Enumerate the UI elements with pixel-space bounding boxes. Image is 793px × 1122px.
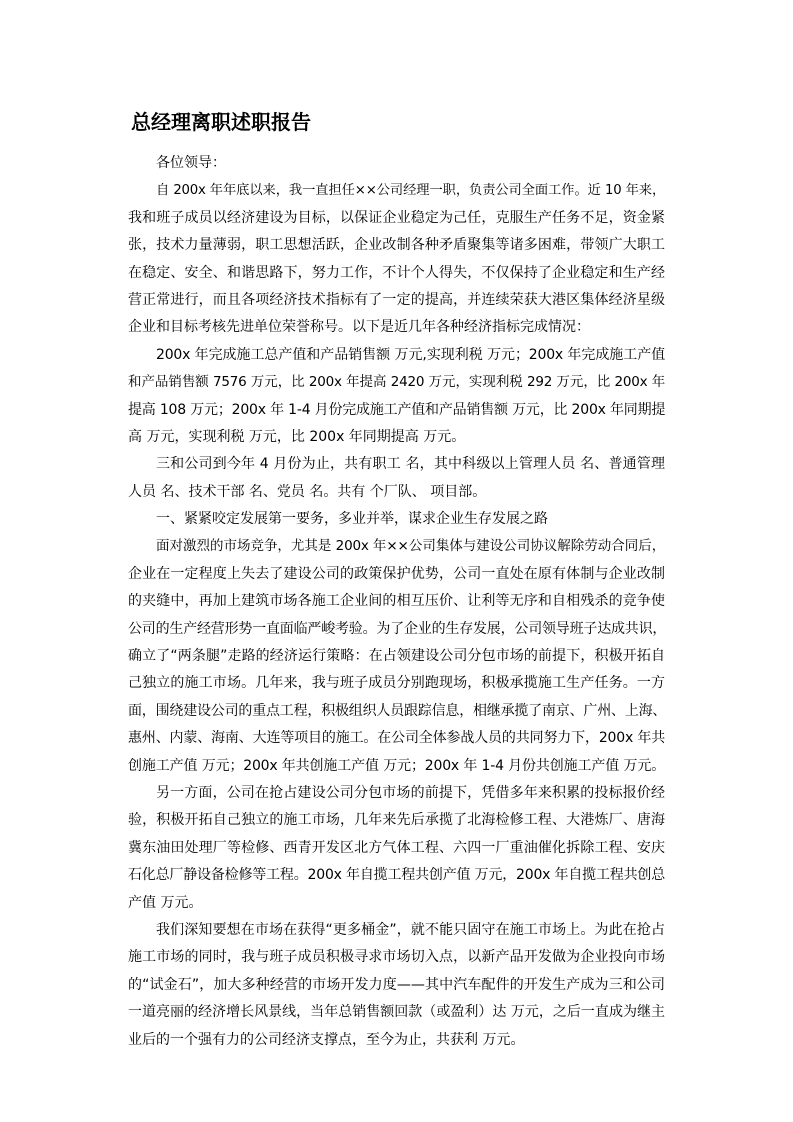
body-line: 200x 年完成施工总产值和产品销售额 万元,实现利税 万元；200x 年完成施工产值 xyxy=(156,346,665,363)
body-line: 惠州、内蒙、海南、大连等项目的施工。在公司全体参战人员的共同努力下，200x 年共 xyxy=(128,730,665,747)
body-line: 面，围绕建设公司的重点工程，积极组织人员跟踪信息，相继承揽了南京、广州、上海、 xyxy=(128,702,667,719)
body-line: 一、紧紧咬定发展第一要务，多业并举，谋求企业生存发展之路 xyxy=(156,511,548,528)
body-line: 张，技术力量薄弱，职工思想活跃，企业改制各种矛盾聚集等诸多困难，带领广大职工 xyxy=(128,237,665,254)
body-line: 的夹缝中，再加上建筑市场各施工企业间的相互压价、让利等无序和自相残杀的竞争使 xyxy=(128,593,665,610)
body-line: 我们深知要想在市场在获得“更多桶金”，就不能只固守在施工市场上。为此在抢占 xyxy=(156,921,665,938)
body-line: 确立了“两条腿”走路的经济运行策略：在占领建设公司分包市场的前提下，积极开拓自 xyxy=(128,648,665,665)
body-line: 人员 名、技术干部 名、党员 名。共有 个厂队、 项目部。 xyxy=(128,483,487,500)
body-line: 企业在一定程度上失去了建设公司的政策保护优势，公司一直处在原有体制与企业改制 xyxy=(128,565,665,582)
body-line: 验，积极开拓自己独立的施工市场，几年来先后承揽了北海检修工程、大港炼厂、唐海 xyxy=(128,812,665,829)
body-line: 另一方面，公司在抢占建设公司分包市场的前提下，凭借多年来积累的投标报价经 xyxy=(156,784,665,801)
body-line: 三和公司到今年 4 月份为止，共有职工 名，其中科级以上管理人员 名、普通管理 xyxy=(156,456,665,473)
document-body xyxy=(128,150,665,1054)
body-line: 公司的生产经营形势一直面临严峻考验。为了企业的生存发展，公司领导班子达成共识， xyxy=(128,620,667,637)
body-line: 提高 108 万元；200x 年 1-4 月份完成施工产值和产品销售额 万元，比 200x 年同期提 xyxy=(128,401,666,418)
body-line: 的“试金石”，加大多种经营的市场开发力度——其中汽车配件的开发生产成为三和公司 xyxy=(128,976,665,993)
body-line: 施工市场的同时，我与班子成员积极寻求市场切入点，以新产品开发做为企业投向市场 xyxy=(128,949,665,966)
body-line: 营正常进行，而且各项经济技术指标有了一定的提高，并连续荣获大港区集体经济星级 xyxy=(128,291,665,308)
body-line: 企业和目标考核先进单位荣誉称号。以下是近几年各种经济指标完成情况： xyxy=(128,319,590,336)
body-line: 产值 万元。 xyxy=(128,894,203,911)
body-line: 石化总厂静设备检修等工程。200x 年自揽工程共创产值 万元，200x 年自揽工程共创总 xyxy=(128,867,665,884)
body-line: 各位领导： xyxy=(156,155,226,171)
body-line: 业后的一个强有力的公司经济支撑点，至今为止，共获利 万元。 xyxy=(128,1031,525,1048)
body-line: 己独立的施工市场。几年来，我与班子成员分别跑现场，积极承揽施工生产任务。一方 xyxy=(128,675,665,692)
body-line: 面对激烈的市场竞争，尤其是 200x 年××公司集体与建设公司协议解除劳动合同后， xyxy=(156,538,665,555)
document-title: 总经理离职述职报告 xyxy=(131,110,311,134)
body-line: 和产品销售额 7576 万元，比 200x 年提高 2420 万元，实现利税 292 万元，比 200x 年 xyxy=(128,374,665,391)
body-line: 我和班子成员以经济建设为目标，以保证企业稳定为己任，克服生产任务不足，资金紧 xyxy=(128,209,665,226)
body-line: 创施工产值 万元；200x 年共创施工产值 万元；200x 年 1-4 月份共创施工产值 万元。 xyxy=(128,757,665,774)
body-line: 在稳定、安全、和谐思路下，努力工作，不计个人得失，不仅保持了企业稳定和生产经 xyxy=(128,264,665,281)
body-line: 自 200x 年年底以来，我一直担任××公司经理一职，负责公司全面工作。近 10 年来， xyxy=(156,183,665,199)
body-line: 一道亮丽的经济增长风景线，当年总销售额回款（或盈利）达 万元，之后一直成为继主 xyxy=(128,1004,665,1021)
body-line: 冀东油田处理厂等检修、西青开发区北方气体工程、六四一厂重油催化拆除工程、安庆 xyxy=(128,839,665,856)
body-line: 高 万元，实现利税 万元，比 200x 年同期提高 万元。 xyxy=(128,428,466,445)
